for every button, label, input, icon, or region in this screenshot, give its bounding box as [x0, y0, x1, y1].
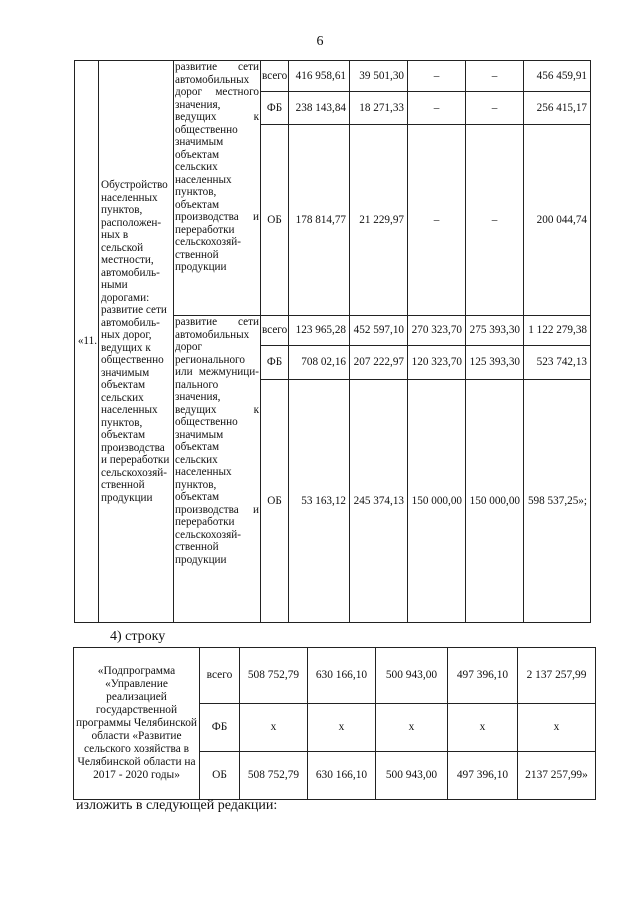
value-cell: 275 393,30 [466, 316, 524, 346]
value-cell: 630 166,10 [308, 752, 376, 800]
source-cell: ОБ [261, 125, 289, 316]
value-cell: 150 000,00 [466, 380, 524, 623]
value-cell: 125 393,30 [466, 346, 524, 380]
value-cell: 497 396,10 [448, 648, 518, 704]
subheading: 4) строку [110, 629, 166, 644]
source-cell: всего [261, 316, 289, 346]
table-row [75, 61, 591, 92]
measure-name: Обустройство населенных пунктов, расположен-ных в сельской местности, автомобиль-ными дорогами: развитие сети автомобиль-ных дорог, ведущих к общественно значимым объектам сельских населенных пунктов, объектам производства и переработки сельскохозяй-ственной продукции [99, 61, 174, 623]
value-cell: 708 02,16 [289, 346, 350, 380]
total-cell: 1 122 279,38 [524, 316, 591, 346]
value-cell: 238 143,84 [289, 92, 350, 125]
value-cell: – [466, 92, 524, 125]
funding-table-item-11 [74, 60, 591, 623]
value-cell: 178 814,77 [289, 125, 350, 316]
source-cell: ФБ [261, 92, 289, 125]
value-cell: 21 229,97 [350, 125, 408, 316]
value-cell: 500 943,00 [376, 648, 448, 704]
source-cell: ОБ [200, 752, 240, 800]
row-number: «11. [75, 61, 99, 623]
total-cell: 200 044,74 [524, 125, 591, 316]
total-cell: 456 459,91 [524, 61, 591, 92]
funding-table-subprogram [73, 647, 596, 800]
value-cell: – [466, 61, 524, 92]
value-cell: – [408, 92, 466, 125]
value-cell: 416 958,61 [289, 61, 350, 92]
value-cell: 39 501,30 [350, 61, 408, 92]
source-cell: всего [261, 61, 289, 92]
value-cell: 508 752,79 [240, 752, 308, 800]
value-cell: – [408, 125, 466, 316]
source-cell: ФБ [200, 704, 240, 752]
total-cell: 2 137 257,99 [518, 648, 596, 704]
value-cell: – [466, 125, 524, 316]
value-cell: х [240, 704, 308, 752]
closing-text: изложить в следующей редакции: [76, 798, 278, 813]
total-cell: 256 415,17 [524, 92, 591, 125]
source-cell: ОБ [261, 380, 289, 623]
value-cell: 270 323,70 [408, 316, 466, 346]
value-cell: 452 597,10 [350, 316, 408, 346]
page-number: 6 [316, 34, 324, 49]
source-cell: всего [200, 648, 240, 704]
value-cell: х [308, 704, 376, 752]
source-cell: ФБ [261, 346, 289, 380]
measure-description-regional: развитие сети автомобильных дорог регионального или межмуници-пального значения, ведущих к общественно значимым объектам сельских населенных пунктов, объектам производства и переработки сельскохозяй-ственной продукции [174, 316, 261, 623]
total-cell: 2137 257,99» [518, 752, 596, 800]
value-cell: 53 163,12 [289, 380, 350, 623]
total-cell: 523 742,13 [524, 346, 591, 380]
value-cell: 207 222,97 [350, 346, 408, 380]
subprogram-name: «Подпрограмма «Управление реализацией государственной программы Челябинской области «Развитие сельского хозяйства в Челябинской области на 2017 - 2020 годы» [74, 648, 200, 800]
value-cell: 508 752,79 [240, 648, 308, 704]
table-row [74, 648, 596, 704]
value-cell: 497 396,10 [448, 752, 518, 800]
value-cell: 630 166,10 [308, 648, 376, 704]
value-cell: 123 965,28 [289, 316, 350, 346]
value-cell: 245 374,13 [350, 380, 408, 623]
value-cell: 120 323,70 [408, 346, 466, 380]
value-cell: 18 271,33 [350, 92, 408, 125]
value-cell: х [448, 704, 518, 752]
total-cell: х [518, 704, 596, 752]
value-cell: 150 000,00 [408, 380, 466, 623]
measure-description-local: развитие сети автомобильных дорог местного значения, ведущих к общественно значимым объектам сельских населенных пунктов, объектам производства и переработки сельскохозяй-ственной продукции [174, 61, 261, 316]
value-cell: 500 943,00 [376, 752, 448, 800]
value-cell: – [408, 61, 466, 92]
total-cell: 598 537,25»; [524, 380, 591, 623]
value-cell: х [376, 704, 448, 752]
